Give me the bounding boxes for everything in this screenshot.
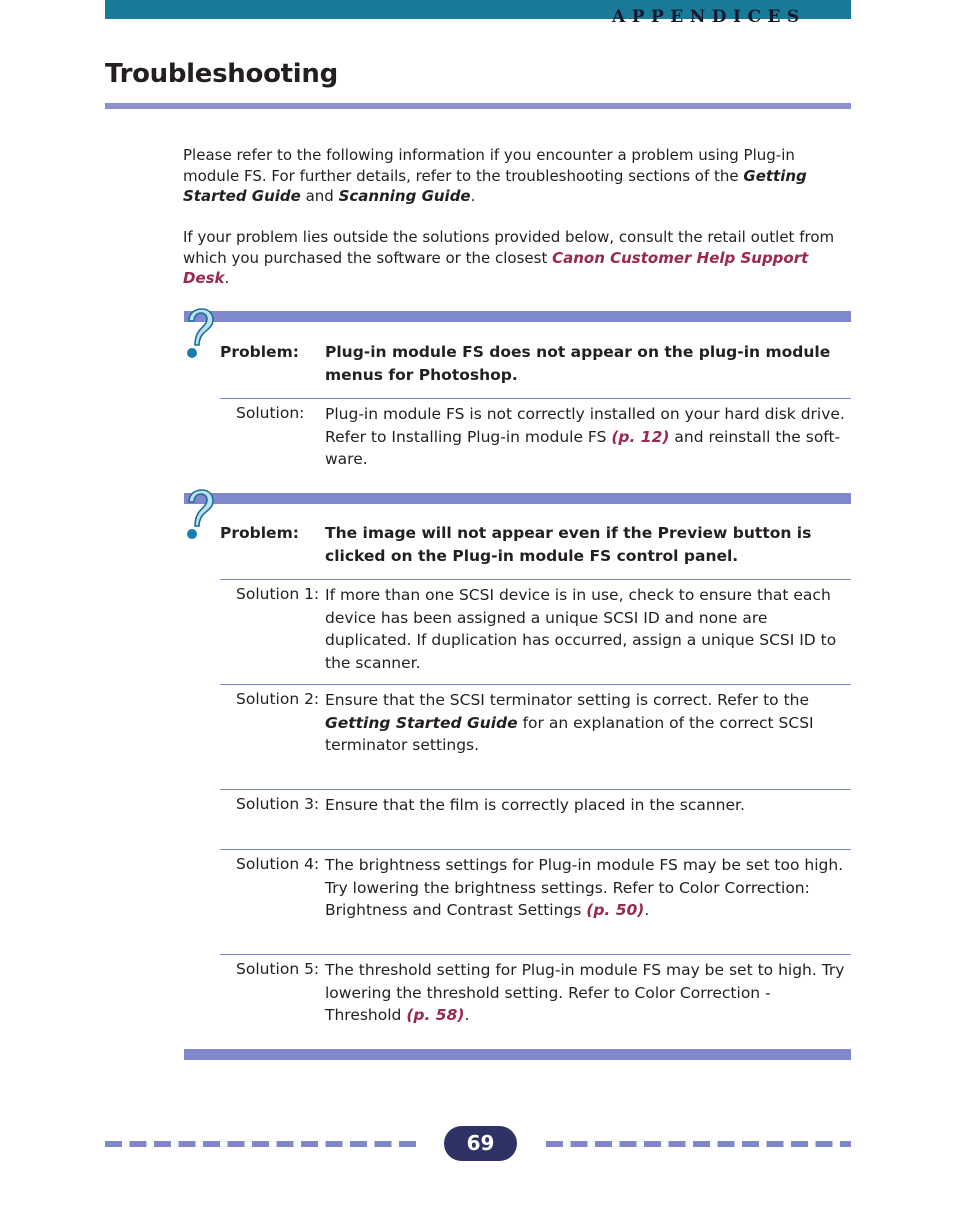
- problem-label: Problem:: [220, 343, 299, 361]
- solution-body: and reinstall the soft-ware.: [325, 427, 841, 468]
- footer-dash: [179, 1141, 196, 1147]
- solution-rule: [220, 398, 851, 399]
- intro-text: .: [224, 269, 230, 287]
- solution-text: [325, 403, 851, 471]
- scanning-guide-ref: Scanning Guide: [338, 187, 471, 205]
- solution-text: [325, 959, 851, 1027]
- solution-text: [325, 689, 851, 757]
- footer-dash: [816, 1141, 833, 1147]
- solution-rule: [220, 849, 851, 850]
- footer-dash: [105, 1141, 122, 1147]
- footer-dash: [571, 1141, 588, 1147]
- solution-body: .: [644, 901, 650, 919]
- solution-label: Solution:: [236, 404, 305, 422]
- intro-paragraph-2: [183, 227, 853, 289]
- solution-label: Solution 3:: [236, 795, 320, 813]
- page-ref-link[interactable]: (p. 50): [586, 901, 645, 919]
- footer-dash: [399, 1141, 416, 1147]
- page-ref-link[interactable]: (p. 58): [406, 1006, 465, 1024]
- solution-rule: [220, 684, 851, 685]
- problem-label: Problem:: [220, 524, 299, 542]
- footer-dash: [595, 1141, 612, 1147]
- solution-rule: [220, 579, 851, 580]
- footer-dash: [693, 1141, 710, 1147]
- solution-body: Plug-in module FS is not correctly installed on your hard disk drive. Refer to Installing Plug-in module FS: [325, 405, 845, 446]
- problem-band: [184, 311, 851, 322]
- footer-dash: [669, 1141, 686, 1147]
- problem-text: The image will not appear even if the Preview button is clicked on the Plug-in module FS control panel.: [325, 524, 812, 565]
- getting-started-guide-ref: Getting Started Guide: [183, 166, 807, 205]
- page-number: 69: [444, 1126, 517, 1161]
- intro-paragraph-1: [183, 145, 853, 207]
- footer-dash: [252, 1141, 269, 1147]
- footer-dash: [326, 1141, 343, 1147]
- footer-dash: [154, 1141, 171, 1147]
- question-mark-icon: [182, 308, 214, 362]
- footer-dash: [620, 1141, 637, 1147]
- getting-started-guide-ref: Getting Started Guide: [325, 713, 518, 732]
- solution-body: Ensure that the SCSI terminator setting is correct. Refer to the: [325, 691, 810, 709]
- solution-label: Solution 2:: [236, 690, 320, 708]
- problem-band: [184, 493, 851, 504]
- page-ref-link[interactable]: (p. 12): [611, 427, 670, 446]
- page-title: Troubleshooting: [105, 59, 338, 89]
- solution-text: Ensure that the film is correctly placed in the scanner.: [325, 796, 745, 814]
- solution-label: Solution 1:: [236, 585, 320, 603]
- question-mark-icon: [182, 489, 214, 543]
- footer-dash: [228, 1141, 245, 1147]
- solution-label: Solution 5:: [236, 960, 320, 978]
- footer-dash: [350, 1141, 367, 1147]
- footer-dash: [718, 1141, 735, 1147]
- footer-dash: [546, 1141, 563, 1147]
- solution-body: for an explanation of the correct SCSI terminator settings.: [325, 713, 814, 754]
- solution-body: .: [464, 1006, 470, 1024]
- footer-dash: [742, 1141, 759, 1147]
- intro-text: If your problem lies outside the solutions provided below, consult the retail outlet from which you purchased the software or the closest: [183, 228, 835, 267]
- closing-band: [184, 1049, 851, 1060]
- section-label: APPENDICES: [612, 7, 806, 27]
- intro-text: .: [470, 187, 476, 205]
- footer-dash: [277, 1141, 294, 1147]
- solution-label: Solution 4:: [236, 855, 320, 873]
- footer-dash: [301, 1141, 318, 1147]
- title-rule: [105, 103, 851, 109]
- intro-text: and: [300, 187, 339, 205]
- solution-text: If more than one SCSI device is in use, check to ensure that each device has been assigned a unique SCSI ID and none are duplicated. If duplication has occurred, assign a unique SCSI ID to the scanner.: [325, 586, 837, 672]
- footer-dash: [644, 1141, 661, 1147]
- footer-dash: [375, 1141, 392, 1147]
- solution-body: The brightness settings for Plug-in module FS may be set too high. Try lowering the brightness settings. Refer to Color Correction: Brightness and Contrast Settings: [325, 856, 844, 919]
- footer-dash: [767, 1141, 784, 1147]
- intro-text: Please refer to the following information if you encounter a problem using Plug-in module FS. For further details, refer to the troubleshooting sections of the: [183, 146, 795, 185]
- footer-dash: [791, 1141, 808, 1147]
- solution-body: The threshold setting for Plug-in module FS may be set to high. Try lowering the threshold setting. Refer to Color Correction - Threshold: [325, 961, 845, 1024]
- footer-dash: [130, 1141, 147, 1147]
- footer-dash: [840, 1141, 851, 1147]
- solution-rule: [220, 789, 851, 790]
- solution-text: [325, 854, 851, 922]
- footer-dash: [203, 1141, 220, 1147]
- problem-text: Plug-in module FS does not appear on the plug-in module menus for Photoshop.: [325, 343, 831, 384]
- support-desk-link[interactable]: Canon Customer Help Support Desk: [183, 248, 809, 287]
- solution-rule: [220, 954, 851, 955]
